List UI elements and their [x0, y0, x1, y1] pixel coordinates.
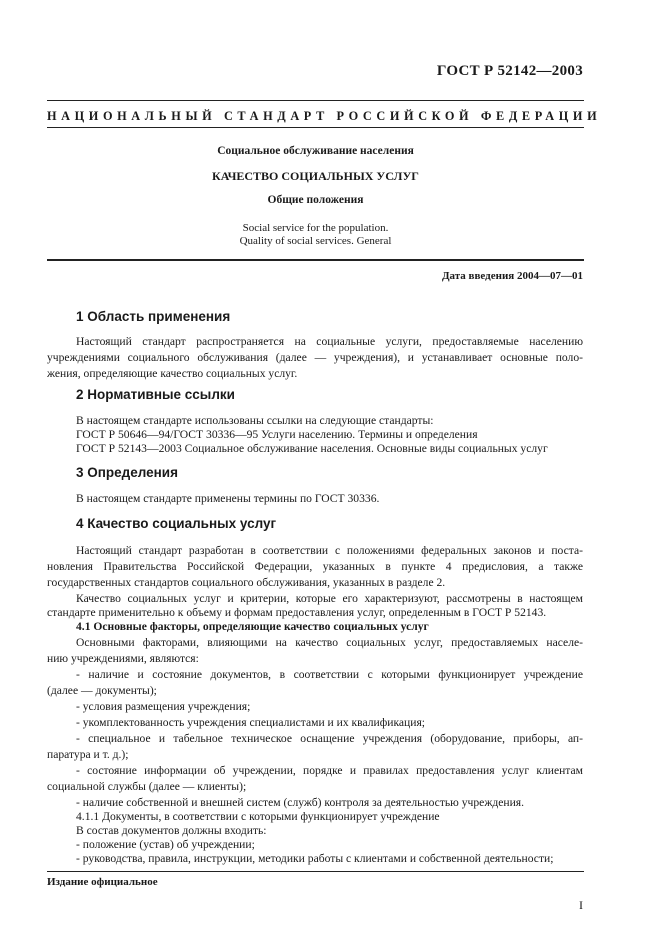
section-4-line: В состав документов должны входить: — [76, 824, 267, 837]
section-2-line: ГОСТ Р 50646—94/ГОСТ 30336—95 Услуги населению. Термины и определения — [76, 428, 478, 441]
section-4-line: - укомплектованность учреждения специалистами и их квалификация; — [76, 716, 426, 729]
section-2-heading: 2 Нормативные ссылки — [76, 387, 235, 402]
national-standard-banner: НАЦИОНАЛЬНЫЙ СТАНДАРТ РОССИЙСКОЙ ФЕДЕРАЦИИ — [47, 109, 602, 123]
section-2-line: ГОСТ Р 52143—2003 Социальное обслуживание населения. Основные виды социальных услуг — [76, 442, 548, 455]
section-4-line: новления Правительства Российской Федерации, указанных в пункте 4 предисловия, а также — [47, 560, 583, 573]
section-4-line: социальной службы (далее — клиенты); — [47, 780, 247, 793]
section-4-line: паратура и т. д.); — [47, 748, 129, 761]
section-4-line: Основными факторами, влияющими на качество социальных услуг, предоставляемых населе- — [76, 636, 583, 649]
subsection-4-1-1-line: 4.1.1 Документы, в соответствии с которыми функционирует учреждение — [76, 810, 440, 823]
footer-rule — [47, 871, 584, 872]
subsection-4-1-heading: 4.1 Основные факторы, определяющие качество социальных услуг — [76, 620, 429, 633]
banner-rule — [47, 127, 584, 128]
title-english-1: Social service for the population. — [242, 222, 389, 234]
title-rule — [47, 259, 584, 261]
section-4-line: Настоящий стандарт разработан в соответствии с положениями федеральных законов и поста- — [76, 544, 583, 557]
section-4-line: стандарте применительно к объему и формам предоставления услуг, определенным в ГОСТ Р 52143. — [47, 606, 547, 619]
section-4-line: - состояние информации об учреждении, порядке и правилах предоставления услуг клиентам — [76, 764, 583, 777]
section-4-line: - наличие и состояние документов, в соответствии с которыми функционирует учреждение — [76, 668, 583, 681]
section-1-line: жения, определяющие качество социальных услуг. — [47, 367, 298, 380]
section-1-line: учреждениями социального обслуживания (далее — учреждения), и устанавливает основные поло- — [47, 351, 583, 364]
page-number: I — [579, 898, 583, 912]
top-rule — [47, 100, 584, 101]
official-edition-label: Издание официальное — [47, 876, 158, 888]
section-4-line: государственных стандартов социального обслуживания, указанных в разделе 2. — [47, 576, 446, 589]
section-4-line: - положение (устав) об учреждении; — [76, 838, 255, 851]
title-subject: Социальное обслуживание населения — [217, 145, 414, 157]
title-main: КАЧЕСТВО СОЦИАЛЬНЫХ УСЛУГ — [212, 169, 419, 183]
section-4-line: нию учреждениями, являются: — [47, 652, 199, 665]
section-4-heading: 4 Качество социальных услуг — [76, 516, 277, 531]
section-4-line: - наличие собственной и внешней систем (служб) контроля за деятельностью учреждения. — [76, 796, 525, 809]
section-3-line: В настоящем стандарте применены термины по ГОСТ 30336. — [76, 492, 380, 505]
title-general: Общие положения — [267, 194, 364, 206]
section-4-line: Качество социальных услуг и критерии, которые его характеризуют, рассмотрены в настоящем — [76, 592, 583, 605]
title-english-2: Quality of social services. General — [239, 235, 392, 247]
section-2-line: В настоящем стандарте использованы ссылки на следующие стандарты: — [76, 414, 434, 427]
section-4-line: - специальное и табельное техническое оснащение учреждения (оборудование, приборы, ап- — [76, 732, 583, 745]
document-number: ГОСТ Р 52142—2003 — [436, 63, 583, 79]
section-4-line: - условия размещения учреждения; — [76, 700, 251, 713]
section-4-line: (далее — документы); — [47, 684, 157, 697]
section-4-line: - руководства, правила, инструкции, методики работы с клиентами и собственной деятельности; — [76, 852, 554, 865]
section-1-heading: 1 Область применения — [76, 309, 231, 324]
section-3-heading: 3 Определения — [76, 465, 178, 480]
section-1-line: Настоящий стандарт распространяется на социальные услуги, предоставляемые населению — [76, 335, 583, 348]
introduction-date: Дата введения 2004—07—01 — [441, 270, 583, 282]
